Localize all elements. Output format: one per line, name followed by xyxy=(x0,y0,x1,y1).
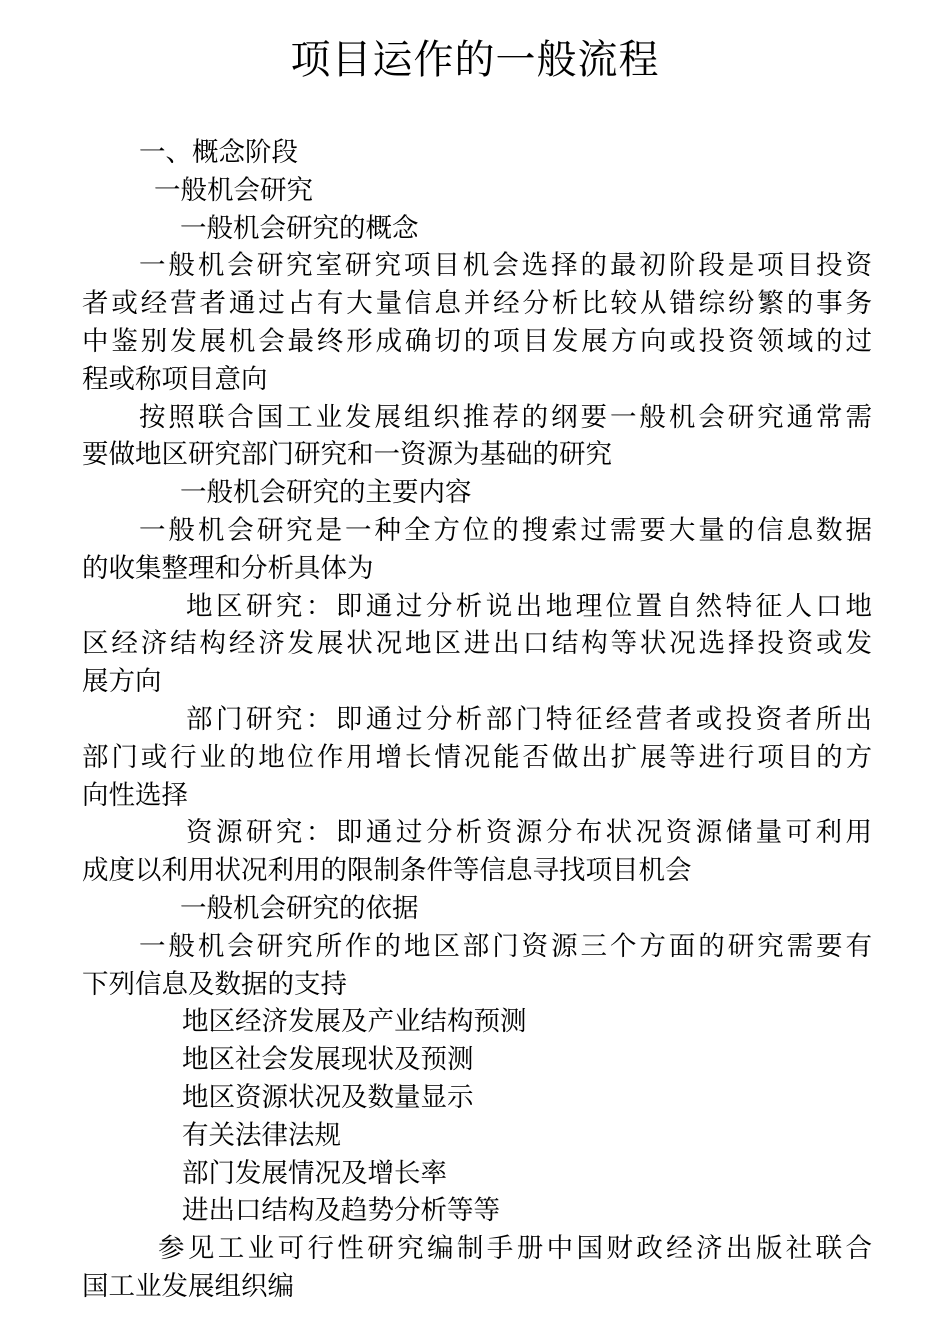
reference-line: 国工业发展组织编 xyxy=(82,1270,294,1302)
paragraph-line: 展方向 xyxy=(82,666,162,698)
list-item: 有关法律法规 xyxy=(182,1119,341,1151)
paragraph-line: 按照联合国工业发展组织推荐的纲要一般机会研究通常需 xyxy=(139,401,872,433)
subsection-heading: 一般机会研究 xyxy=(154,174,313,206)
list-item: 地区资源状况及数量显示 xyxy=(182,1081,474,1113)
paragraph-line: 区经济结构经济发展状况地区进出口结构等状况选择投资或发 xyxy=(82,628,872,660)
list-item: 地区经济发展及产业结构预测 xyxy=(182,1006,527,1038)
paragraph-line: 一般机会研究所作的地区部门资源三个方面的研究需要有 xyxy=(139,930,872,962)
paragraph-line: 的收集整理和分析具体为 xyxy=(82,552,374,584)
list-item: 进出口结构及趋势分析等等 xyxy=(182,1195,500,1227)
topic-heading: 一般机会研究的概念 xyxy=(180,212,419,244)
paragraph-line: 程或称项目意向 xyxy=(82,363,268,395)
paragraph-line: 部门研究：即通过分析部门特征经营者或投资者所出 xyxy=(186,703,872,735)
paragraph-line: 资源研究：即通过分析资源分布状况资源储量可利用 xyxy=(186,817,872,849)
paragraph-line: 中鉴别发展机会最终形成确切的项目发展方向或投资领域的过 xyxy=(82,325,872,357)
topic-heading: 一般机会研究的主要内容 xyxy=(180,477,472,509)
topic-heading: 一般机会研究的依据 xyxy=(180,892,419,924)
list-item: 部门发展情况及增长率 xyxy=(182,1157,447,1189)
paragraph-line: 一般机会研究室研究项目机会选择的最初阶段是项目投资 xyxy=(139,250,872,282)
paragraph-line: 部门或行业的地位作用增长情况能否做出扩展等进行项目的方 xyxy=(82,741,872,773)
page-title: 项目运作的一般流程 xyxy=(290,37,660,83)
paragraph-line: 向性选择 xyxy=(82,779,188,811)
reference-line: 参见工业可行性研究编制手册中国财政经济出版社联合 xyxy=(158,1233,872,1265)
paragraph-line: 要做地区研究部门研究和一资源为基础的研究 xyxy=(82,439,612,471)
paragraph-line: 成度以利用状况利用的限制条件等信息寻找项目机会 xyxy=(82,855,692,887)
section-heading: 一、概念阶段 xyxy=(139,137,298,168)
paragraph-line: 地区研究：即通过分析说出地理位置自然特征人口地 xyxy=(186,590,872,622)
paragraph-line: 一般机会研究是一种全方位的搜索过需要大量的信息数据 xyxy=(139,514,872,546)
document-body xyxy=(82,134,872,1306)
paragraph-line: 者或经营者通过占有大量信息并经分析比较从错综纷繁的事务 xyxy=(82,288,872,320)
paragraph-line: 下列信息及数据的支持 xyxy=(82,968,347,1000)
list-item: 地区社会发展现状及预测 xyxy=(182,1044,474,1076)
